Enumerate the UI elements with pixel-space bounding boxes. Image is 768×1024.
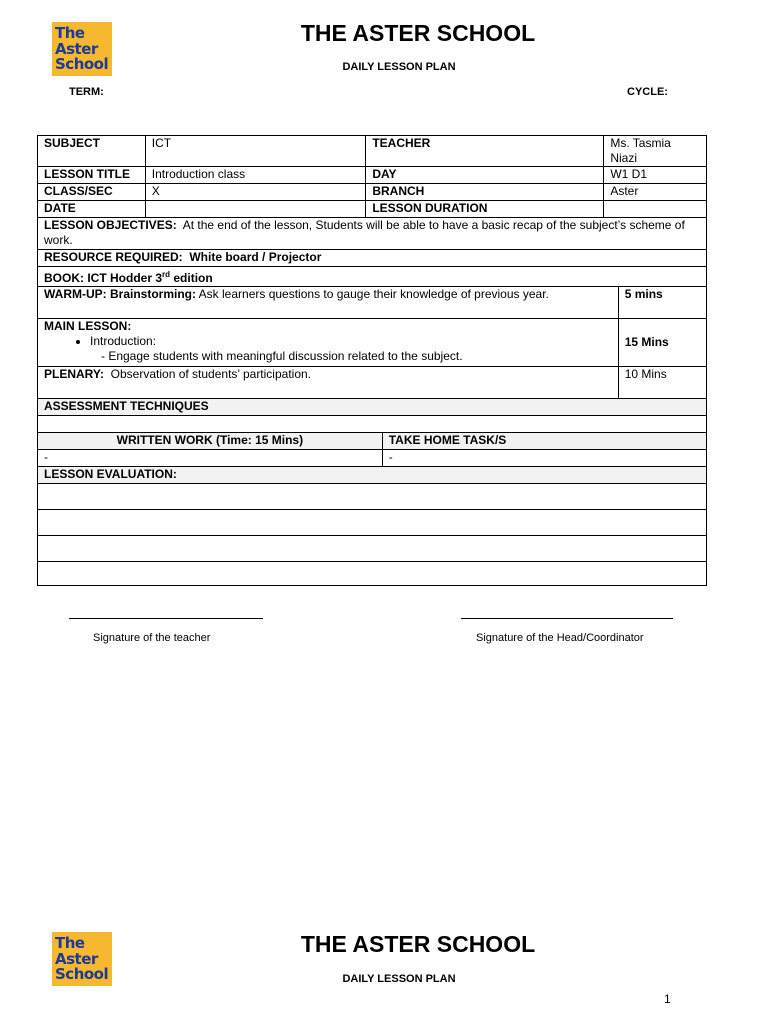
- teacher-signature-label: Signature of the teacher: [93, 632, 211, 644]
- cycle-label: CYCLE:: [627, 86, 668, 98]
- plenary-text: Observation of students’ participation.: [110, 367, 312, 381]
- main-lesson-sub: - Engage students with meaningful discussion related to the subject.: [101, 349, 463, 363]
- school-title: THE ASTER SCHOOL: [300, 20, 536, 46]
- day-label: DAY: [366, 167, 604, 184]
- main-lesson-cell: [38, 319, 619, 367]
- evaluation-label: LESSON EVALUATION:: [38, 467, 707, 484]
- teacher-signature-line: [69, 606, 263, 619]
- subject-label: SUBJECT: [38, 136, 146, 167]
- plan-title: DAILY LESSON PLAN: [342, 61, 456, 73]
- lesson-title-value: Introduction class: [145, 167, 366, 184]
- book-suffix: edition: [173, 271, 213, 285]
- plenary-time: 10 Mins: [618, 367, 706, 399]
- lesson-plan-table: [37, 135, 707, 586]
- objectives-text: At the end of the lesson, Students will be able to have a basic recap of the subject’s scheme of work.: [44, 218, 685, 247]
- table-row: [38, 450, 707, 467]
- head-signature-label: Signature of the Head/Coordinator: [476, 632, 644, 644]
- logo-line-1: The: [55, 24, 85, 42]
- logo-line-2: Aster: [55, 950, 98, 968]
- resource-label: RESOURCE REQUIRED:: [44, 250, 183, 264]
- branch-label: BRANCH: [366, 184, 604, 201]
- main-lesson-label: MAIN LESSON:: [44, 319, 132, 333]
- table-row: [38, 267, 707, 287]
- table-row: [38, 536, 707, 562]
- plenary-cell: [38, 367, 619, 399]
- evaluation-line: [38, 562, 707, 586]
- take-home-label: TAKE HOME TASK/S: [382, 433, 706, 450]
- evaluation-line: [38, 484, 707, 510]
- assessment-label: ASSESSMENT TECHNIQUES: [38, 399, 707, 416]
- duration-label: LESSON DURATION: [366, 201, 604, 218]
- resource-text: White board / Projector: [189, 250, 322, 264]
- book-cell: [38, 267, 707, 287]
- table-row: [38, 467, 707, 484]
- school-title-2: THE ASTER SCHOOL: [300, 931, 536, 957]
- assessment-value: [38, 416, 707, 433]
- book-sup: rd: [162, 270, 171, 279]
- written-work-label: WRITTEN WORK (Time: 15 Mins): [38, 433, 383, 450]
- table-row: [38, 184, 707, 201]
- objectives-cell: [38, 218, 707, 250]
- evaluation-line: [38, 510, 707, 536]
- book-text: BOOK: ICT Hodder 3: [44, 271, 163, 285]
- table-row: [38, 367, 707, 399]
- table-row: [38, 416, 707, 433]
- table-row: [38, 484, 707, 510]
- table-row: [38, 250, 707, 267]
- logo-line-1: The: [55, 934, 85, 952]
- branch-value: Aster: [604, 184, 707, 201]
- main-lesson-time: 15 Mins: [618, 319, 706, 367]
- table-row: [38, 201, 707, 218]
- plan-title-2: DAILY LESSON PLAN: [342, 973, 456, 985]
- table-row: [38, 136, 707, 167]
- class-sec-label: CLASS/SEC: [38, 184, 146, 201]
- date-value: [145, 201, 366, 218]
- logo-line-2: Aster: [55, 40, 98, 58]
- duration-value: [604, 201, 707, 218]
- table-row: [38, 510, 707, 536]
- take-home-value: -: [382, 450, 706, 467]
- table-row: [38, 433, 707, 450]
- table-row: [38, 562, 707, 586]
- class-sec-value: X: [145, 184, 366, 201]
- logo-line-3: School: [55, 965, 109, 983]
- warmup-label: WARM-UP: Brainstorming:: [44, 287, 196, 301]
- logo-line-3: School: [55, 55, 109, 73]
- day-value: W1 D1: [604, 167, 707, 184]
- teacher-label: TEACHER: [366, 136, 604, 167]
- teacher-value: Ms. Tasmia Niazi: [604, 136, 707, 167]
- warmup-text: Ask learners questions to gauge their knowledge of previous year.: [198, 287, 549, 301]
- plenary-label: PLENARY:: [44, 367, 104, 381]
- table-row: [38, 167, 707, 184]
- term-label: TERM:: [69, 86, 104, 98]
- table-row: [38, 287, 707, 319]
- main-lesson-list: [44, 334, 612, 349]
- warmup-time: 5 mins: [618, 287, 706, 319]
- table-row: [38, 319, 707, 367]
- written-work-value: -: [38, 450, 383, 467]
- table-row: [38, 218, 707, 250]
- subject-value: ICT: [145, 136, 366, 167]
- table-row: [38, 399, 707, 416]
- objectives-label: LESSON OBJECTIVES:: [44, 218, 177, 232]
- page-number: 1: [664, 992, 671, 1006]
- evaluation-line: [38, 536, 707, 562]
- head-signature-line: [461, 606, 673, 619]
- date-label: DATE: [38, 201, 146, 218]
- main-lesson-bullet: • Introduction:: [90, 334, 612, 349]
- resource-cell: [38, 250, 707, 267]
- warmup-cell: [38, 287, 619, 319]
- lesson-title-label: LESSON TITLE: [38, 167, 146, 184]
